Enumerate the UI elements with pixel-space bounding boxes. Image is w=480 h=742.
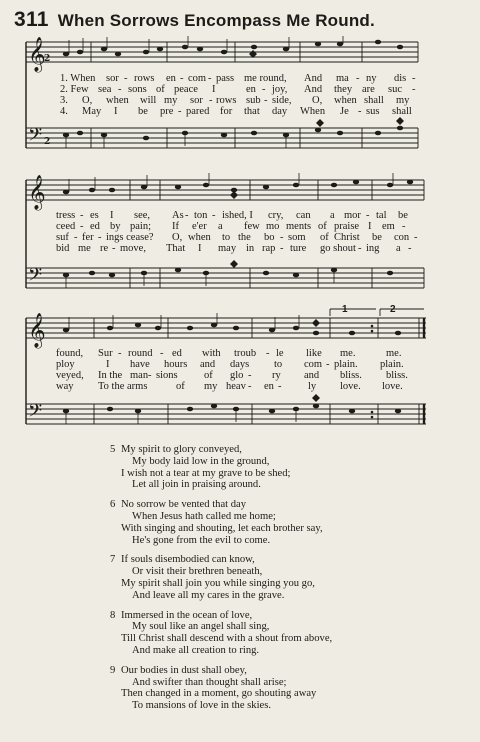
- lyric-syllable: shall: [364, 95, 384, 106]
- lyric-syllable: that: [244, 106, 260, 117]
- stanza-9: [110, 665, 470, 712]
- lyric-syllable: glo: [230, 370, 244, 381]
- lyric-syllable: -: [366, 210, 370, 221]
- lyric-syllable: like: [306, 348, 322, 359]
- lyric-syllable: I: [212, 84, 216, 95]
- treble-clef-icon: 𝄞: [28, 175, 46, 210]
- lyric-syllable: move,: [120, 243, 146, 254]
- svg-text:2: 2: [44, 137, 51, 147]
- lyric-syllable: I: [106, 359, 110, 370]
- stanza-6: [110, 499, 470, 546]
- lyric-syllable: -: [180, 73, 184, 84]
- lyric-syllable: shall: [392, 106, 412, 117]
- lyric-syllable: O,: [82, 95, 93, 106]
- stanza-line: [110, 499, 470, 511]
- lyric-syllable: my: [204, 381, 218, 392]
- lyric-syllable: and: [304, 370, 320, 381]
- lyric-syllable: troub: [234, 348, 257, 359]
- lyric-syllable: -: [160, 348, 164, 359]
- lyric-syllable: -: [212, 210, 216, 221]
- first-ending-label: 1: [342, 304, 348, 315]
- stanza-5: [110, 444, 470, 491]
- lyric-syllable: a: [330, 210, 335, 221]
- lyric-syllable: 3.: [60, 95, 68, 106]
- lyric-syllable: -: [412, 84, 416, 95]
- lyric-syllable: will: [140, 95, 157, 106]
- lyric-syllable: pain;: [130, 221, 151, 232]
- lyric-syllable: and: [200, 359, 216, 370]
- lyric-syllable: ed: [90, 221, 100, 232]
- stanza-line: My body laid low in the ground,: [132, 455, 270, 467]
- lyric-syllable: rows: [134, 73, 155, 84]
- stanza-line: Or visit their brethren beneath,: [132, 566, 263, 578]
- stanza-line: And leave all my cares in the grave.: [132, 589, 285, 601]
- lyric-syllable: me.: [340, 348, 356, 359]
- lyric-syllable: fer: [82, 232, 94, 243]
- lyric-syllable: O,: [312, 95, 323, 106]
- lyric-syllable: -: [98, 232, 102, 243]
- lyric-syllable: pared: [186, 106, 210, 117]
- lyric-syllable: my: [164, 95, 178, 106]
- lyric-syllable: I: [368, 221, 372, 232]
- stanza-7: [110, 554, 470, 601]
- lyric-syllable: rap: [262, 243, 276, 254]
- lyric-syllable: -: [208, 73, 212, 84]
- lyric-syllable: ly: [308, 381, 317, 392]
- lyric-syllable: 1. When: [60, 73, 96, 84]
- lyric-syllable: ceed: [56, 221, 76, 232]
- lyric-syllable: dis: [394, 73, 407, 84]
- lyric-syllable: In the: [98, 370, 123, 381]
- lyric-syllable: -: [408, 243, 412, 254]
- stanza-line: [110, 665, 470, 677]
- stanza-line: When Jesus hath called me home;: [132, 510, 276, 522]
- lyric-syllable: -: [262, 84, 266, 95]
- lyric-syllable: ma: [336, 73, 349, 84]
- lyric-syllable: joy,: [272, 84, 288, 95]
- stanza-line: My soul like an angel shall sing,: [132, 621, 270, 633]
- lyric-syllable: ments: [286, 221, 312, 232]
- lyric-syllable: -: [118, 348, 122, 359]
- lyric-syllable: round: [128, 348, 153, 359]
- stanza-text: My spirit to glory conveyed,: [121, 444, 242, 455]
- lyric-syllable: ture: [290, 243, 307, 254]
- lyric-syllable: To the arms: [98, 381, 148, 392]
- lyric-syllable: Christ: [334, 232, 360, 243]
- lyric-syllable: em: [382, 221, 395, 232]
- lyric-syllable: bo: [264, 232, 275, 243]
- stanza-line: And make all creation to ring.: [132, 644, 260, 656]
- lyric-syllable: Sur: [98, 348, 113, 359]
- lyric-syllable: I: [110, 210, 114, 221]
- lyric-syllable: ing: [366, 243, 380, 254]
- lyric-syllable: mo: [266, 221, 280, 232]
- lyric-syllable: peace: [174, 84, 198, 95]
- stanza-line: I wish not a tear at my grave to be shed;: [121, 467, 291, 479]
- hymn-title: When Sorrows Encompass Me Round.: [57, 11, 375, 30]
- lyric-syllable: -: [280, 232, 284, 243]
- lyric-syllable: are: [362, 84, 375, 95]
- lyric-syllable: sor: [190, 95, 203, 106]
- lyric-syllable: -: [209, 95, 213, 106]
- lyric-syllable: com: [304, 359, 323, 370]
- stanza-line: Then changed in a moment, go shouting away: [121, 688, 317, 700]
- lyric-syllable: le: [276, 348, 284, 359]
- lyric-syllable: con: [394, 232, 410, 243]
- lyric-syllable: ton: [194, 210, 208, 221]
- lyric-syllable: me: [78, 243, 91, 254]
- stanza-line: To mansions of love in the skies.: [132, 700, 272, 712]
- lyric-syllable: As: [172, 210, 184, 221]
- lyric-syllable: -: [185, 210, 189, 221]
- lyric-syllable: day: [272, 106, 288, 117]
- lyric-syllable: when: [106, 95, 129, 106]
- lyric-syllable: praise: [334, 221, 360, 232]
- lyric-syllable: tress: [56, 210, 76, 221]
- stanza-number: 8: [110, 609, 116, 621]
- stanza-line: [110, 554, 470, 566]
- stanza-text: Our bodies in dust shall obey,: [121, 664, 247, 676]
- hymn-header: [14, 8, 375, 34]
- lyric-syllable: And: [304, 73, 323, 84]
- bass-clef-icon: 𝄢: [28, 265, 43, 290]
- music-system-1: [0, 36, 480, 162]
- lyric-syllable: they: [334, 84, 353, 95]
- lyric-syllable: found,: [56, 348, 84, 359]
- lyric-syllable: som: [288, 232, 306, 243]
- lyric-syllable: sus: [366, 106, 380, 117]
- lyric-syllable: es: [90, 210, 99, 221]
- lyric-syllable: be: [138, 106, 148, 117]
- lyric-syllable: -: [358, 106, 362, 117]
- additional-stanzas: [110, 444, 470, 720]
- lyric-syllable: com: [188, 73, 207, 84]
- lyric-syllable: sub: [246, 95, 261, 106]
- lyric-syllable: sor: [106, 73, 119, 84]
- second-ending-label: 2: [390, 304, 396, 315]
- lyric-syllable: I: [198, 243, 202, 254]
- lyric-syllable: plain.: [334, 359, 358, 370]
- lyric-syllable: -: [356, 73, 360, 84]
- lyric-syllable: be: [372, 232, 382, 243]
- verse-line: [0, 243, 480, 255]
- lyric-syllable: -: [178, 106, 182, 117]
- lyric-syllable: side,: [272, 95, 292, 106]
- stanza-number: 6: [110, 499, 116, 511]
- svg-text:2: 2: [44, 54, 51, 64]
- stanza-line: Let all join in praising around.: [132, 479, 261, 491]
- stanza-text: No sorrow be vented that day: [121, 499, 247, 511]
- music-system-2: [0, 172, 480, 300]
- lyric-syllable: O,: [172, 232, 183, 243]
- lyric-syllable: have: [130, 359, 150, 370]
- lyric-syllable: of: [156, 84, 165, 95]
- lyric-syllable: see,: [134, 210, 151, 221]
- lyric-syllable: be: [398, 210, 408, 221]
- lyric-syllable: of: [204, 370, 213, 381]
- lyric-syllable: -: [280, 243, 284, 254]
- treble-clef-icon: 𝄞: [28, 37, 46, 72]
- lyric-syllable: may: [218, 243, 237, 254]
- lyric-syllable: to: [274, 359, 283, 370]
- lyric-syllable: ed: [172, 348, 182, 359]
- lyric-syllable: love.: [340, 381, 361, 392]
- lyric-syllable: suc: [388, 84, 402, 95]
- lyric-syllable: -: [412, 73, 416, 84]
- verse-line: [0, 381, 480, 393]
- lyric-syllable: cry,: [268, 210, 284, 221]
- music-system-3: [0, 304, 480, 438]
- bass-clef-icon: 𝄢: [28, 125, 43, 150]
- stanza-line: And swifter than thought shall arise;: [132, 676, 287, 688]
- lyric-syllable: a: [396, 243, 401, 254]
- verse-lyrics-3: [0, 348, 480, 396]
- lyric-syllable: man: [130, 370, 149, 381]
- lyric-syllable: of: [318, 221, 327, 232]
- lyric-syllable: suf: [56, 232, 69, 243]
- lyric-syllable: in: [246, 243, 255, 254]
- lyric-syllable: re: [100, 243, 109, 254]
- lyric-syllable: And: [304, 84, 323, 95]
- lyric-syllable: -: [80, 221, 84, 232]
- lyric-syllable: -: [248, 370, 252, 381]
- lyric-syllable: -: [124, 73, 128, 84]
- lyric-syllable: love.: [382, 381, 403, 392]
- lyric-syllable: -: [148, 370, 152, 381]
- lyric-syllable: with: [202, 348, 221, 359]
- verse-line: [0, 106, 480, 118]
- lyric-syllable: rows: [216, 95, 237, 106]
- lyric-syllable: ny: [366, 73, 377, 84]
- lyric-syllable: heav: [226, 381, 246, 392]
- bass-clef-icon: 𝄢: [28, 401, 43, 426]
- lyric-syllable: That: [166, 243, 186, 254]
- lyric-syllable: hours: [164, 359, 188, 370]
- lyric-syllable: ploy: [56, 359, 75, 370]
- lyric-syllable: pass: [216, 73, 235, 84]
- lyric-syllable: me round,: [244, 73, 287, 84]
- lyric-syllable: en: [246, 84, 256, 95]
- lyric-syllable: when: [334, 95, 357, 106]
- lyric-syllable: pre: [160, 106, 174, 117]
- stanza-line: My spirit shall join you while singing you go,: [121, 577, 315, 589]
- lyric-syllable: plain.: [380, 359, 404, 370]
- lyric-syllable: -: [74, 232, 78, 243]
- lyric-syllable: by: [110, 221, 121, 232]
- lyric-syllable: If: [172, 221, 179, 232]
- lyric-syllable: When: [300, 106, 326, 117]
- lyric-syllable: -: [278, 381, 282, 392]
- lyric-syllable: tal: [376, 210, 387, 221]
- lyric-syllable: ry: [272, 370, 281, 381]
- lyric-syllable: en: [264, 381, 274, 392]
- lyric-syllable: a: [218, 221, 223, 232]
- lyric-syllable: -: [414, 232, 418, 243]
- treble-clef-icon: 𝄞: [28, 313, 46, 348]
- lyric-syllable: of: [176, 381, 185, 392]
- lyric-syllable: sions: [156, 370, 178, 381]
- lyric-syllable: -: [264, 95, 268, 106]
- stanza-8: [110, 610, 470, 657]
- lyric-syllable: days: [230, 359, 250, 370]
- lyric-syllable: the: [238, 232, 251, 243]
- lyric-syllable: 2. Few: [60, 84, 89, 95]
- lyric-syllable: sons: [128, 84, 147, 95]
- stanza-text: If souls disembodied can know,: [121, 554, 255, 566]
- stanza-line: [110, 610, 470, 622]
- stanza-number: 5: [110, 444, 116, 455]
- lyric-syllable: bliss.: [340, 370, 362, 381]
- lyric-syllable: for: [220, 106, 233, 117]
- lyric-syllable: I: [114, 106, 118, 117]
- stanza-text: Immersed in the ocean of love,: [121, 609, 253, 621]
- lyric-syllable: Je: [340, 106, 349, 117]
- lyric-syllable: e'er: [192, 221, 207, 232]
- lyric-syllable: -: [118, 84, 122, 95]
- lyric-syllable: -: [112, 243, 116, 254]
- lyric-syllable: few: [244, 221, 260, 232]
- lyric-syllable: to: [222, 232, 231, 243]
- lyric-syllable: go shout: [320, 243, 356, 254]
- lyric-syllable: can: [296, 210, 311, 221]
- stanza-number: 9: [110, 664, 116, 676]
- lyric-syllable: bliss.: [386, 370, 408, 381]
- lyric-syllable: -: [326, 359, 330, 370]
- lyric-syllable: way: [56, 381, 74, 392]
- lyric-syllable: -: [266, 348, 270, 359]
- lyric-syllable: of: [320, 232, 329, 243]
- stanza-line: With singing and shouting, let each brother say,: [121, 522, 323, 534]
- stanza-line: Till Christ shall descend with a shout from above,: [121, 633, 333, 645]
- lyric-syllable: me.: [386, 348, 402, 359]
- lyric-syllable: my: [396, 95, 410, 106]
- lyric-syllable: -: [248, 381, 252, 392]
- lyric-syllable: -: [402, 221, 406, 232]
- stanza-line: [110, 444, 470, 456]
- lyric-syllable: 4.: [60, 106, 68, 117]
- stanza-number: 7: [110, 554, 116, 566]
- lyric-syllable: bid: [56, 243, 70, 254]
- lyric-syllable: when: [188, 232, 211, 243]
- lyric-syllable: May: [82, 106, 102, 117]
- lyric-syllable: ished, I: [222, 210, 253, 221]
- lyric-syllable: en: [166, 73, 176, 84]
- lyric-syllable: -: [80, 210, 84, 221]
- lyric-syllable: -: [358, 243, 362, 254]
- verse-lyrics-1: [0, 73, 480, 121]
- hymn-number: 311: [14, 8, 49, 31]
- lyric-syllable: ings cease?: [106, 232, 154, 243]
- lyric-syllable: sea: [98, 84, 112, 95]
- verse-lyrics-2: [0, 210, 480, 258]
- stanza-line: He's gone from the evil to come.: [132, 534, 271, 546]
- lyric-syllable: mor: [344, 210, 361, 221]
- lyric-syllable: veyed,: [56, 370, 84, 381]
